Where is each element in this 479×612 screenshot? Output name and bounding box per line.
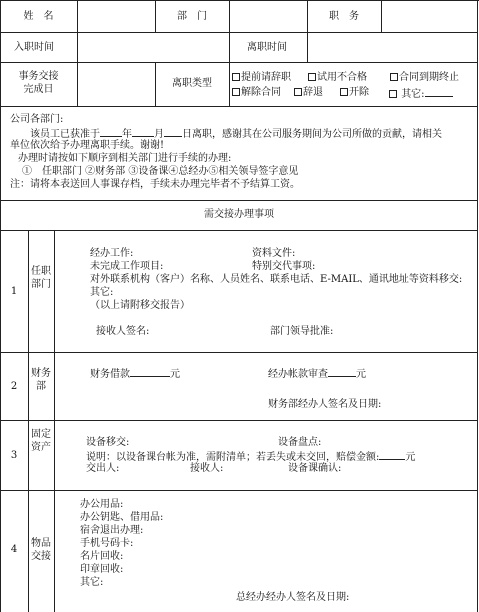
year-blank[interactable] [100,126,122,137]
notice-line-5: ① 任职部门 ②财务部 ③设备课④总经办⑤相关领导签字意见 [22,166,299,177]
row1-line: （以上请附移交报告） [90,300,190,311]
row-number: 4 [10,544,18,555]
option-expel[interactable]: 开除 [340,86,369,99]
option-terminate[interactable]: 解除合同 [232,86,281,99]
handover-label-1: 事务交接 [18,71,59,82]
checkbox-icon [340,88,348,96]
checkbox-icon [232,88,240,96]
receiver-label: 接收人: [190,463,224,474]
loan-amount-blank[interactable] [130,366,170,377]
dept-leader-approval-label: 部门领导批准: [270,326,334,337]
divider [0,200,478,201]
divider [54,230,55,612]
divider [229,62,230,106]
month-blank[interactable] [132,126,154,137]
finance-signature-label: 财务部经办人签名及日期: [268,399,382,410]
divider [77,0,78,106]
divider [0,230,478,231]
checkbox-icon [294,88,302,96]
row-number: 3 [10,450,18,461]
other-blank[interactable] [425,86,453,97]
notice-line-4: 办理时请按如下顺序到相关部门进行手续的办理: [18,153,232,164]
row4-line: 名片回收: [80,551,124,562]
row1-line: 其它: [90,287,114,298]
day-blank[interactable] [164,126,182,137]
notice-line-1: 公司各部门: [10,114,64,125]
option-contract-end[interactable]: 合同到期终止 [390,71,459,84]
row4-line: 宿舍退出办理: [80,525,144,536]
divider [0,62,478,63]
section-title: 需交接办理事项 [204,209,274,220]
gm-office-signature-label: 总经办经办人签名及日期: [236,592,350,603]
option-probation-fail[interactable]: 试用不合格 [308,71,367,84]
handover-person-label: 交出人: [86,463,120,474]
border-top [0,0,479,1]
receiver-signature-label: 接收人签名: [96,326,150,337]
row1-right-line: 资料文件: [252,248,296,259]
divider [307,32,308,62]
option-dismiss[interactable]: 辞退 [294,86,323,99]
hire-date-label: 入职时间 [14,42,54,53]
account-audit: 经办帐款审查 元 [268,366,366,381]
row1-right-line: 特别交代事项: [252,261,316,272]
border-right [477,0,478,612]
leave-date-label: 离职时间 [247,42,287,53]
position-label: 职 务 [329,11,359,22]
leave-type-label: 离职类型 [172,78,212,89]
checkbox-icon [389,90,397,98]
equipment-inventory-label: 设备盘点: [278,437,322,448]
row1-line: 对外联系机构（客户）名称、人员姓名、联系电话、E-MAIL、通讯地址等资料移交: [90,274,463,285]
checkbox-icon [232,73,240,81]
row1-line: 未完成工作项目: [90,261,164,272]
checkbox-icon [390,73,398,81]
row-dept-label: 财务部 [31,368,51,392]
row-number: 2 [10,381,18,392]
divider [229,32,230,62]
row4-line: 其它: [80,577,104,588]
row4-line: 手机号码卡: [80,538,134,549]
option-early-resign[interactable]: 提前请辞职 [232,71,291,84]
finance-loan: 财务借款 元 [90,366,180,381]
audit-amount-blank[interactable] [328,366,356,377]
name-label: 姓 名 [23,11,54,22]
equipment-confirm-label: 设备课确认: [288,463,342,474]
row-dept-label: 任职部门 [31,266,51,290]
row-number: 1 [10,286,18,297]
handover-label-2: 完成日 [23,84,54,95]
row-dept-label: 固定资产 [31,429,51,453]
divider [0,490,478,491]
row4-line: 办公钥匙、借用品: [80,512,164,523]
divider [0,420,478,421]
divider [0,32,478,33]
notice-line-6: 注：请将本表送回人事课存档，手续未办理完毕者不予结算工资。 [10,179,300,190]
divider [229,0,230,32]
equipment-note: 说明：以设备课台帐为准，需附清单；若丢失或未交回，赔偿金额: 元 [86,449,415,464]
equipment-transfer-label: 设备移交: [86,437,130,448]
row4-line: 办公用品: [80,499,124,510]
notice-line-3: 单位依次给予办理离职手续。谢谢! [10,140,165,151]
divider [0,352,478,353]
checkbox-icon [308,73,316,81]
compensation-blank[interactable] [379,449,405,460]
divider [0,106,478,107]
dept-label: 部 门 [177,11,207,22]
option-other[interactable]: 其它: [389,86,453,101]
divider [28,230,29,612]
row-dept-label: 物品交接 [31,538,51,562]
notice-line-2: 该员工已获准于 年 月 日离职，感谢其在公司服务期间为公司所做的贡献，请相关 [30,126,442,141]
row4-line: 印章回收: [80,564,124,575]
divider [381,0,382,32]
row1-line: 经办工作: [90,248,134,259]
